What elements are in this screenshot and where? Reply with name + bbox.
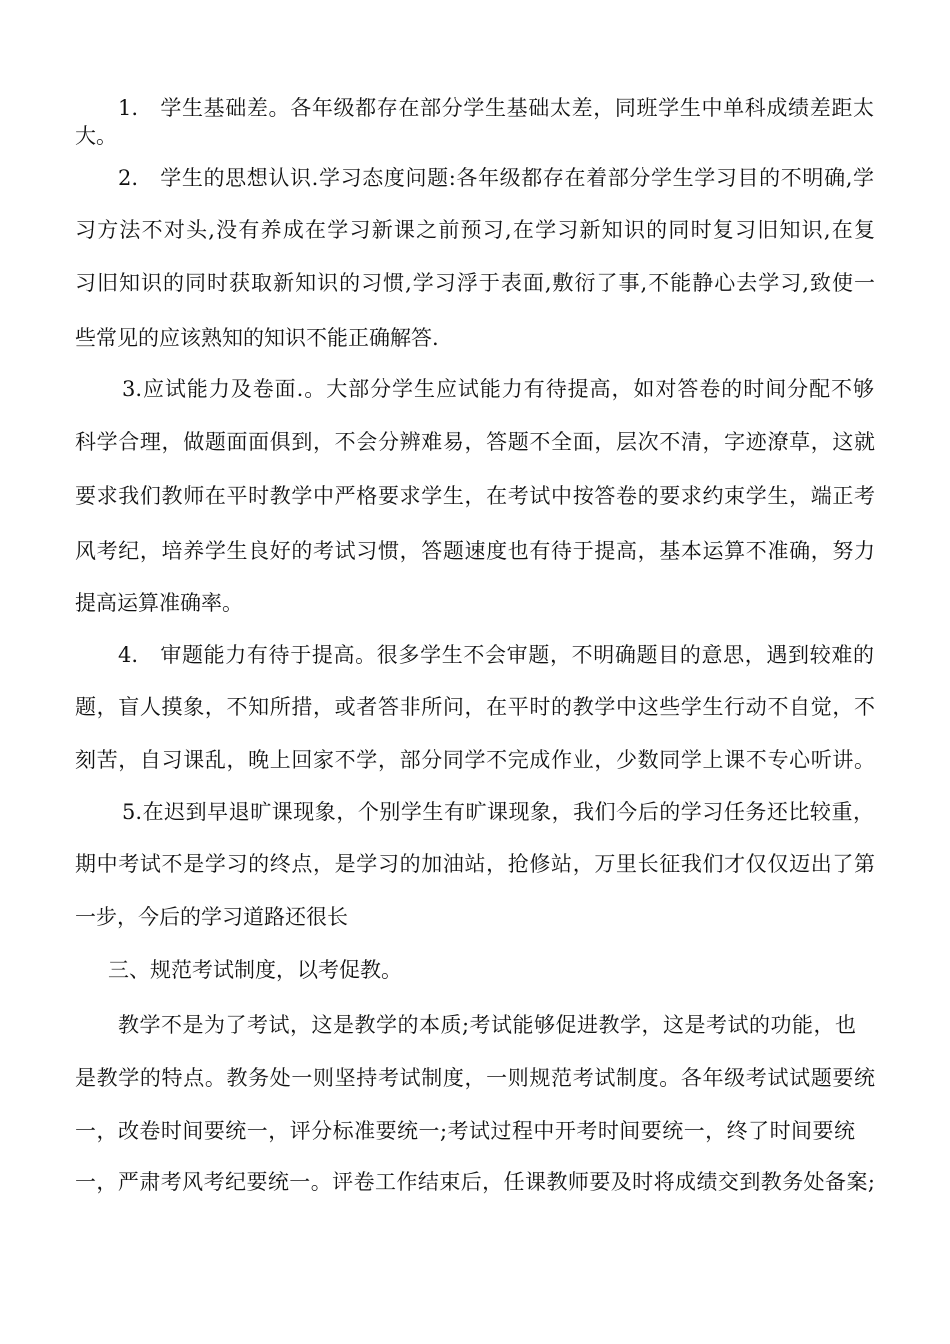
para-1-line-2: 大。 xyxy=(75,124,117,148)
para-5-line-3: 一步，今后的学习道路还很长 xyxy=(75,905,348,929)
para-3-line-3: 要求我们教师在平时教学中严格要求学生，在考试中按答卷的要求约束学生，端正考 xyxy=(75,484,875,508)
para-3-line-5: 提高运算准确率。 xyxy=(75,591,243,615)
para-4-line-2: 题，盲人摸象，不知所措，或者答非所问，在平时的教学中这些学生行动不自觉，不 xyxy=(75,695,875,719)
para-2-line-4: 些常见的应该熟知的知识不能正确解答. xyxy=(75,326,439,350)
para-5-line-2: 期中考试不是学习的终点，是学习的加油站，抢修站，万里长征我们才仅仅迈出了第 xyxy=(75,852,875,876)
para-4-line-3: 刻苦，自习课乱，晚上回家不学，部分同学不完成作业，少数同学上课不专心听讲。 xyxy=(75,748,875,772)
para-3-line-4: 风考纪，培养学生良好的考试习惯，答题速度也有待于提高，基本运算不准确，努力 xyxy=(75,539,875,563)
para-2-line-2: 习方法不对头,没有养成在学习新课之前预习,在学习新知识的同时复习旧知识,在复 xyxy=(75,218,875,242)
para-1-line-1: 1. 学生基础差。各年级都存在部分学生基础太差，同班学生中单科成绩差距太 xyxy=(118,96,874,120)
para-4-line-1: 4. 审题能力有待于提高。很多学生不会审题，不明确题目的意思，遇到较难的 xyxy=(118,643,874,667)
para-7-line-4: 一，严肃考风考纪要统一。评卷工作结束后，任课教师要及时将成绩交到教务处备案; xyxy=(75,1170,875,1194)
section-heading: 三、规范考试制度，以考促教。 xyxy=(108,958,402,982)
para-2-line-1: 2. 学生的思想认识.学习态度问题:各年级都存在着部分学生学习目的不明确,学 xyxy=(118,166,874,190)
para-5-line-1: 5.在迟到早退旷课现象，个别学生有旷课现象，我们今后的学习任务还比较重， xyxy=(122,800,874,824)
para-7-line-1: 教学不是为了考试，这是教学的本质;考试能够促进教学，这是考试的功能，也 xyxy=(118,1013,856,1037)
para-2-line-3: 习旧知识的同时获取新知识的习惯,学习浮于表面,敷衍了事,不能静心去学习,致使一 xyxy=(75,271,875,295)
para-7-line-2: 是教学的特点。教务处一则坚持考试制度，一则规范考试制度。各年级考试试题要统 xyxy=(75,1066,875,1090)
para-3-line-1: 3.应试能力及卷面.。大部分学生应试能力有待提高，如对答卷的时间分配不够 xyxy=(122,377,874,401)
para-3-line-2: 科学合理，做题面面俱到，不会分辨难易，答题不全面，层次不清，字迹潦草，这就 xyxy=(75,430,875,454)
para-7-line-3: 一，改卷时间要统一，评分标准要统一;考试过程中开考时间要统一，终了时间要统 xyxy=(75,1119,855,1143)
